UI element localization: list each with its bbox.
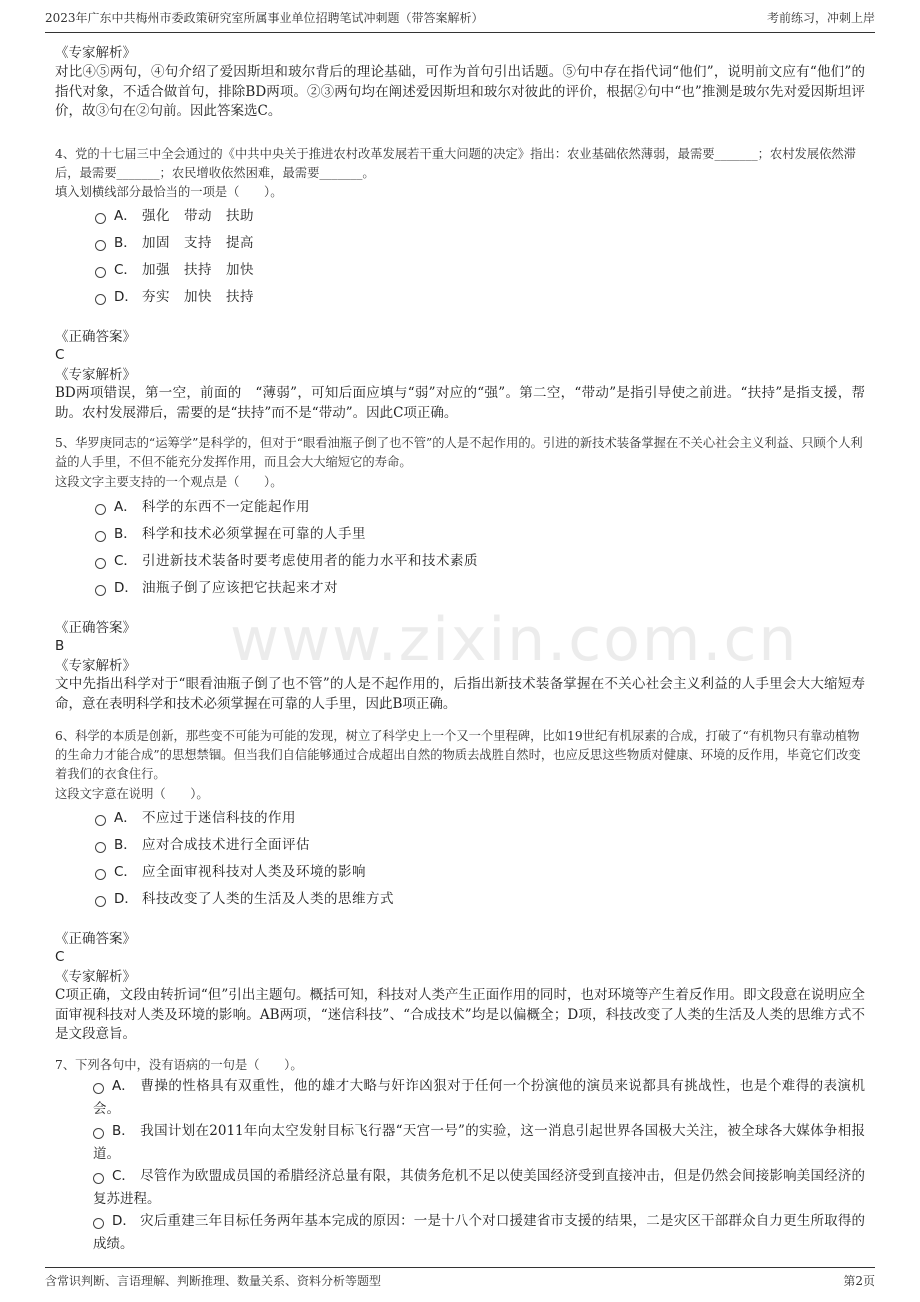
option-text: 夯实 加快 扶持 <box>142 289 254 305</box>
q6-option-b[interactable] <box>95 833 310 853</box>
page-header <box>45 9 875 33</box>
q7-option-a[interactable] <box>93 1075 865 1121</box>
q4-stem: 4、党的十七届三中全会通过的《中共中央关于推进农村改革发展若干重大问题的决定》指出：农业基础依然薄弱，最需要_______；农村发展依然滞后，最需要_______；农民增收依然困难，最需要_______。 <box>55 147 856 180</box>
q5-answer-label: 《正确答案》 <box>55 620 136 636</box>
q5-instruction: 这段文字主要支持的一个观点是（ ）。 <box>55 475 283 489</box>
q4-answer: C <box>55 347 65 363</box>
radio-icon[interactable] <box>93 1218 104 1229</box>
q4-answer-label: 《正确答案》 <box>55 329 136 345</box>
option-text: 科学和技术必须掌握在可靠的人手里 <box>142 526 366 542</box>
option-letter: A． <box>112 1078 135 1094</box>
page-number: 第2页 <box>843 1274 875 1288</box>
q5-option-a[interactable] <box>95 495 310 515</box>
q4-analysis-text: BD两项错误，第一空，前面的 “薄弱”，可知后面应填与“弱”对应的“强”。第二空，“带动”是指引导使之前进。“扶持”是指支援，帮助。农村发展滞后，需要的是“扶持”而不是“带动”。因此C项正确。 <box>55 385 865 421</box>
radio-icon[interactable] <box>95 531 106 542</box>
option-text: 灾后重建三年目标任务两年基本完成的原因：一是十八个对口援建省市支援的结果，二是灾区干部群众自力更生所取得的成绩。 <box>93 1213 865 1252</box>
option-letter: A． <box>114 208 137 224</box>
radio-icon[interactable] <box>95 842 106 853</box>
footer-description: 含常识判断、言语理解、判断推理、数量关系、资料分析等题型 <box>45 1274 382 1288</box>
q4-analysis-label: 《专家解析》 <box>55 367 136 383</box>
option-text: 科技改变了人类的生活及人类的思维方式 <box>142 891 394 907</box>
q6-answer: C <box>55 949 65 965</box>
header-slogan: 考前练习，冲刺上岸 <box>766 11 875 25</box>
q5-option-d[interactable] <box>95 576 338 596</box>
option-text: 尽管作为欧盟成员国的希腊经济总量有限，其债务危机不足以使美国经济受到直接冲击，但是仍然会间接影响美国经济的复苏进程。 <box>93 1168 865 1207</box>
q6-analysis-label: 《专家解析》 <box>55 969 136 985</box>
radio-icon[interactable] <box>95 815 106 826</box>
watermark: www.zixin.com.cn <box>230 605 799 675</box>
option-letter: B． <box>112 1123 135 1139</box>
option-text: 我国计划在2011年向太空发射目标飞行器“天宫一号”的实验，这一消息引起世界各国极大关注，被全球各大媒体争相报道。 <box>93 1123 865 1162</box>
option-text: 强化 带动 扶助 <box>142 208 254 224</box>
q7-option-b[interactable] <box>93 1120 865 1166</box>
option-letter: B． <box>114 235 137 251</box>
document-title: 2023年广东中共梅州市委政策研究室所属事业单位招聘笔试冲刺题（带答案解析） <box>45 11 484 25</box>
q6-answer-label: 《正确答案》 <box>55 931 136 947</box>
option-letter: A． <box>114 499 137 515</box>
option-letter: D． <box>114 289 138 305</box>
q5-stem: 5、华罗庚同志的“运筹学”是科学的，但对于“眼看油瓶子倒了也不管”的人是不起作用的。引进的新技术装备掌握在不关心社会主义利益、只顾个人利益的人手里，不但不能充分发挥作用，而且会大大缩短它的寿命。 <box>55 436 863 469</box>
q5-analysis-text: 文中先指出科学对于“眼看油瓶子倒了也不管”的人是不起作用的，后指出新技术装备掌握在不关心社会主义利益的人手里会大大缩短寿命，意在表明科学和技术必须掌握在可靠的人手里，因此B项正确。 <box>55 676 865 712</box>
radio-icon[interactable] <box>95 558 106 569</box>
q6-stem: 6、科学的本质是创新，那些变不可能为可能的发现，树立了科学史上一个又一个里程碑，比如19世纪有机尿素的合成，打破了“有机物只有靠动植物的生命力才能合成”的思想禁锢。但当我们自信能够通过合成超出自然的物质去战胜自然时，也应反思这些物质对健康、环境的反作用，毕竟它们改变着我们的衣食住行。 <box>55 729 861 781</box>
q4-option-b[interactable] <box>95 231 254 251</box>
radio-icon[interactable] <box>95 869 106 880</box>
q4-option-a[interactable] <box>95 204 254 224</box>
q3-analysis-text: 对比④⑤两句，④句介绍了爱因斯坦和玻尔背后的理论基础，可作为首句引出话题。⑤句中存在指代词“他们”，说明前文应有“他们”的指代对象，不适合做首句，排除BD两项。②③两句均在阐述爱因斯坦和玻尔对彼此的评价，根据②句中“也”推测是玻尔先对爱因斯坦评价，故③句在②句前。因此答案选C。 <box>55 64 865 119</box>
radio-icon[interactable] <box>95 294 106 305</box>
option-text: 不应过于迷信科技的作用 <box>142 810 296 826</box>
option-letter: B． <box>114 837 137 853</box>
option-text: 应全面审视科技对人类及环境的影响 <box>142 864 366 880</box>
q5-option-b[interactable] <box>95 522 366 542</box>
option-letter: C． <box>112 1168 135 1184</box>
radio-icon[interactable] <box>95 267 106 278</box>
q6-analysis-text: C项正确，文段由转折词“但”引出主题句。概括可知，科技对人类产生正面作用的同时，也对环境等产生着反作用。即文段意在说明应全面审视科技对人类及环境的影响。AB两项，“迷信科技”、“合成技术”均是以偏概全；D项，科技改变了人类的生活及人类的思维方式不是文段意旨。 <box>55 987 865 1042</box>
option-letter: D． <box>114 891 138 907</box>
q7-option-c[interactable] <box>93 1165 865 1211</box>
option-text: 应对合成技术进行全面评估 <box>142 837 310 853</box>
q6-option-c[interactable] <box>95 860 366 880</box>
radio-icon[interactable] <box>95 504 106 515</box>
option-text: 科学的东西不一定能起作用 <box>142 499 310 515</box>
radio-icon[interactable] <box>95 585 106 596</box>
q6-option-d[interactable] <box>95 887 394 907</box>
option-letter: B． <box>114 526 137 542</box>
page-footer <box>45 1267 875 1297</box>
q7-option-d[interactable] <box>93 1210 865 1256</box>
option-text: 曹操的性格具有双重性，他的雄才大略与奸诈凶狠对于任何一个扮演他的演员来说都具有挑战性，也是个难得的表演机会。 <box>93 1078 865 1117</box>
q7-stem: 7、下列各句中，没有语病的一句是（ ）。 <box>55 1058 303 1072</box>
q6-option-a[interactable] <box>95 806 296 826</box>
option-text: 加强 扶持 加快 <box>142 262 254 278</box>
q6-instruction: 这段文字意在说明（ ）。 <box>55 787 209 801</box>
radio-icon[interactable] <box>93 1128 104 1139</box>
option-text: 油瓶子倒了应该把它扶起来才对 <box>142 580 338 596</box>
q4-instruction: 填入划横线部分最恰当的一项是（ ）。 <box>55 185 283 199</box>
radio-icon[interactable] <box>95 896 106 907</box>
option-letter: A． <box>114 810 137 826</box>
option-letter: D． <box>114 580 138 596</box>
radio-icon[interactable] <box>93 1173 104 1184</box>
option-letter: C． <box>114 553 137 569</box>
option-letter: D． <box>112 1213 136 1229</box>
q5-answer: B <box>55 638 65 654</box>
q4-option-c[interactable] <box>95 258 254 278</box>
option-text: 引进新技术装备时要考虑使用者的能力水平和技术素质 <box>142 553 478 569</box>
option-letter: C． <box>114 864 137 880</box>
q5-option-c[interactable] <box>95 549 478 569</box>
radio-icon[interactable] <box>93 1083 104 1094</box>
q5-analysis-label: 《专家解析》 <box>55 658 136 674</box>
radio-icon[interactable] <box>95 240 106 251</box>
option-text: 加固 支持 提高 <box>142 235 254 251</box>
option-letter: C． <box>114 262 137 278</box>
radio-icon[interactable] <box>95 213 106 224</box>
q3-analysis-label: 《专家解析》 <box>55 45 136 61</box>
q4-option-d[interactable] <box>95 285 254 305</box>
